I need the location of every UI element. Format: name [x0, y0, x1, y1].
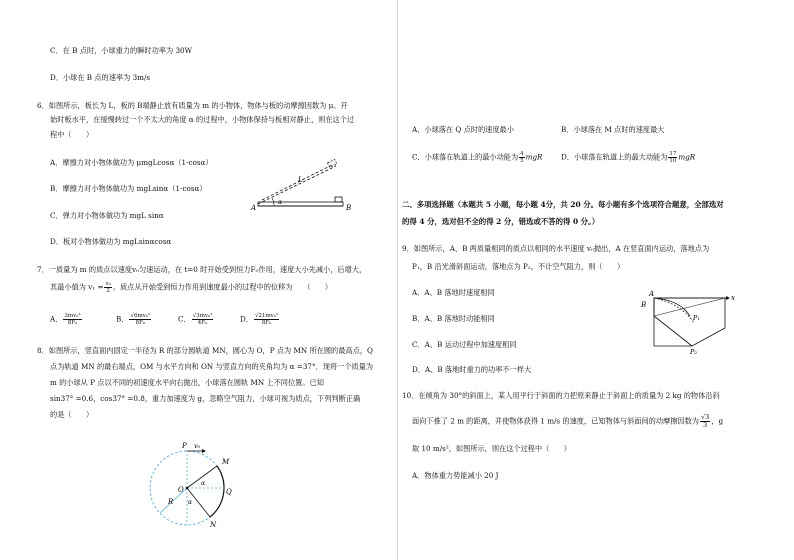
q7-option-a: A． $\frac{\text{3mv₀²}}{\text{8F₀}}$	[50, 313, 81, 326]
q8-label-p: P	[182, 442, 187, 450]
q6-stem-line3: 程中（ ）	[50, 130, 94, 139]
q8-circle-figure	[140, 438, 240, 548]
section-heading-line1: 二、多项选择题（本题共 5 小题，每小题 4分，共 20 分。每小题有多个选项符合题意，全部选对	[402, 200, 724, 209]
q8-label-o: O	[178, 486, 184, 494]
q9-label-x: x	[731, 294, 735, 302]
q9-label-a: A	[649, 290, 655, 298]
q8-label-v0: v₀	[194, 442, 201, 450]
q8-option-b: B．小球落在 M 点时的速度最大	[561, 125, 665, 134]
q8-label-q: Q	[226, 488, 232, 496]
q6-label-l: L	[298, 176, 303, 184]
q9-option-a: A．A、B 落地时速度相同	[412, 288, 495, 297]
q8-label-n: N	[210, 521, 217, 529]
q8-label-alpha-upper: α	[201, 480, 206, 487]
q5-option-d: D．小球在 B 点的速率为 3m/s	[50, 73, 151, 82]
q6-option-d: D．板对小物体做功为 mgLsinαcosα	[50, 237, 172, 246]
q10-option-a: A．物体重力势能减小 20 J	[412, 471, 499, 480]
q7-option-b: B． $\frac{\text{√6mv₀²}}{\text{8F₀}}$	[116, 313, 151, 326]
q6-option-c: C．弹力对小物体做功为 mgL sinα	[50, 211, 164, 220]
q9-option-b: B．A、B 落地时动能相同	[412, 314, 495, 323]
q8-stem-line2: 点为轨道 MN 的最右端点，OM 与水平方向和 ON 与竖直方向的夹角均为 α =37°．现将一个质量为	[50, 362, 374, 371]
q6-label-b: B	[346, 204, 352, 212]
q10-stem-line2: 面向下推了 2 m 的距离，并使物体获得 1 m/s 的速度，已知物体与斜面间的动摩擦因数为 $\frac{√3}{3}$ ，g	[412, 413, 724, 429]
q10-stem-line3: 取 10 m/s²，如图所示，则在这个过程中（ ）	[412, 444, 571, 453]
q7-stem-line1: 7．一质量为 m 的质点以速度v₀匀速运动，在 t=0 时开始受到恒力F₀作用，速度大小先减小，后增大，	[37, 265, 367, 274]
q9-stem-line2: P₁，B 沿光滑斜面运动，落地点为 P₂，不计空气阻力，则（ ）	[412, 262, 625, 271]
q9-option-d: D．A、B 落地时重力的功率不一样大	[412, 365, 532, 374]
q6-label-alpha: α	[278, 199, 283, 206]
q6-incline-figure	[248, 158, 358, 218]
q7-option-c: C． $\frac{\text{√3mv₀²}}{\text{4F₀}}$	[178, 313, 213, 326]
q6-stem-line2: 始时板水平，在缓慢转过一个不太大的角度 α 的过程中，小物体保持与板相对静止，则在这个过	[50, 115, 355, 124]
q6-option-b: B．摩擦力对小物体做功为 mgLsinα（1-cosα）	[50, 184, 207, 193]
q9-stem-line1: 9．如图所示，A、B 两质量相同的质点以相同的水平速度 v₀抛出，A 在竖直面内运动，落地点为	[402, 244, 710, 253]
q7-option-d: D． $\frac{\text{√21mv₀²}}{\text{8F₀}}$	[240, 313, 279, 326]
q7-stem-line2: 其最小值为 v₁ = $\frac{\text{v₀}}{2}$ 。质点从开始受到恒力作用到速度最小的过程中的位移为 （ ）	[50, 281, 333, 294]
section-heading-line2: 的得 4 分，选对但不全的得 2 分，错选或不答的得 0 分。）	[402, 217, 600, 226]
q8-label-r: R	[168, 498, 174, 506]
q9-label-p1: P₁	[693, 314, 700, 322]
q6-label-a: A	[251, 204, 257, 212]
q8-option-c: C．小球落在轨道上的最小动能为 $\frac{4}{5}$ mgR	[412, 151, 543, 164]
q6-stem-line1: 6．如图所示，板长为 L，板的 B端静止放有质量为 m 的小物体，物体与板的动摩擦因数为 μ。开	[37, 101, 348, 110]
q8-label-alpha-lower: α	[188, 499, 193, 506]
q9-label-p2: P₂	[690, 348, 697, 356]
q6-option-a: A．摩擦力对小物体做功为 μmgLcosα（1-cosα）	[50, 158, 213, 167]
column-divider	[397, 0, 398, 560]
q8-stem-line1: 8．如图所示，竖直面内固定一半径为 R 的部分圆轨道 MN，圆心为 O，P 点为 MN 所在圆的最高点，Q	[37, 346, 373, 355]
q9-label-b: B	[641, 301, 647, 309]
q10-stem-line1: 10．在倾角为 30°的斜面上，某人用平行于斜面的力把原来静止于斜面上的质量为 2 kg 的物体沿斜	[402, 391, 720, 400]
q5-option-c: C．在 B 点时，小球重力的瞬时功率为 30W	[50, 46, 192, 55]
q8-stem-line3: m 的小球从 P 点以不同的初速度水平向右抛出，小球落在圆轨 MN 上不同位置。已知	[50, 378, 324, 387]
q9-figure	[640, 288, 740, 356]
q8-label-m: M	[222, 458, 230, 466]
q9-option-c: C．A、B 运动过程中加速度相同	[412, 340, 517, 349]
q8-option-d: D．小球落在轨道上的最大动能为 $\frac{17}{10}$ mgR	[561, 151, 696, 164]
q8-stem-line5: 的是（ ）	[50, 410, 94, 419]
q8-option-a: A．小球落在 Q 点时的速度最小	[412, 125, 514, 134]
q8-stem-line4: sin37° =0.6，cos37° =0.8，重力加速度为 g，忽略空气阻力，小球可视为质点，下列判断正确	[50, 394, 361, 403]
